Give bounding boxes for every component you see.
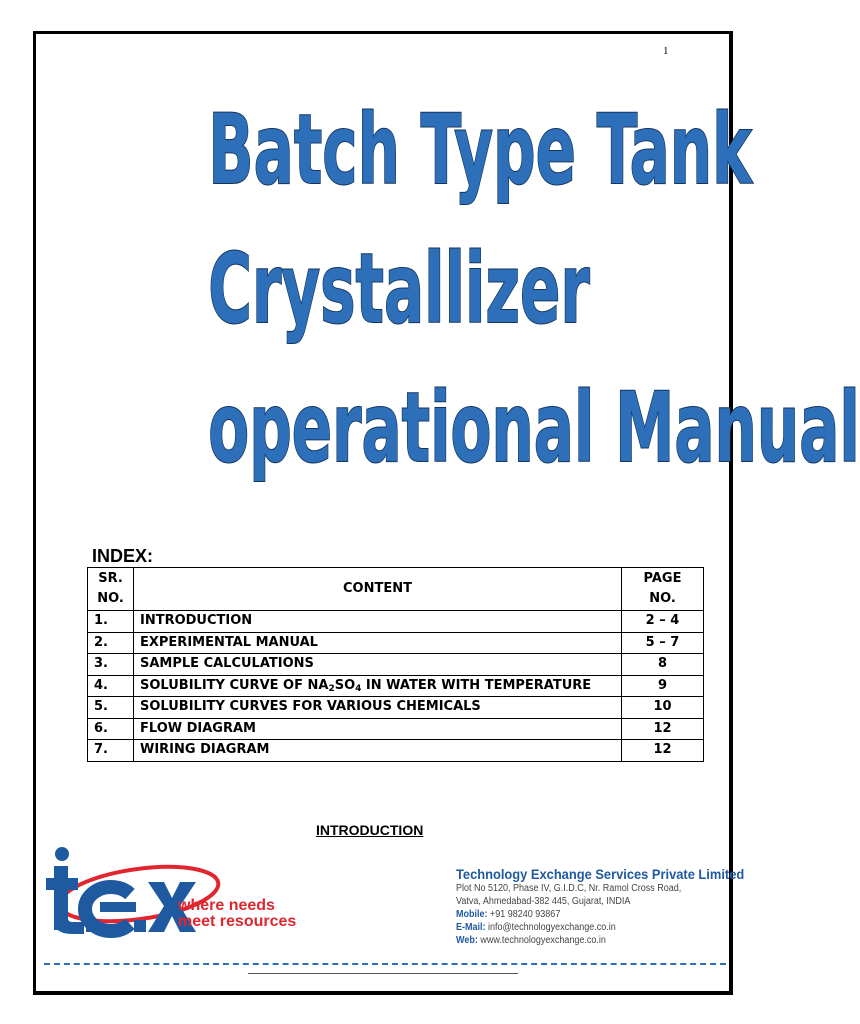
header-page-no: PAGE NO.	[622, 568, 704, 611]
subscript: 4	[355, 683, 362, 694]
row-sr: 3.	[88, 654, 134, 676]
row-content: SAMPLE CALCULATIONS	[134, 654, 622, 676]
row-page: 12	[622, 718, 704, 740]
logo-tagline	[178, 898, 296, 930]
row-page: 10	[622, 697, 704, 719]
tagline-line-2: meet resources	[178, 913, 297, 930]
email-value: info@technologyexchange.co.in	[485, 922, 616, 933]
row-content: FLOW DIAGRAM	[134, 718, 622, 740]
introduction-heading: INTRODUCTION	[316, 822, 424, 838]
table-row	[88, 718, 704, 740]
table-row	[88, 632, 704, 654]
row-content	[134, 675, 622, 697]
row-content: WIRING DIAGRAM	[134, 740, 622, 762]
row-sr: 5.	[88, 697, 134, 719]
mobile-label: Mobile:	[456, 909, 488, 920]
row-page: 9	[622, 675, 704, 697]
row-sr: 6.	[88, 718, 134, 740]
table-row	[88, 654, 704, 676]
company-address-1: Plot No 5120, Phase IV, G.I.D.C, Nr. Ramol Cross Road,	[456, 883, 682, 894]
row-sr: 1.	[88, 611, 134, 633]
company-email	[456, 921, 704, 934]
row-sr: 2.	[88, 632, 134, 654]
company-mobile	[456, 908, 704, 921]
row-content: EXPERIMENTAL MANUAL	[134, 632, 622, 654]
index-heading: INDEX:	[92, 546, 154, 566]
header-content: CONTENT	[134, 568, 622, 611]
table-row	[88, 675, 704, 697]
row-page: 12	[622, 740, 704, 762]
tex-logo	[44, 842, 344, 942]
table-row	[88, 611, 704, 633]
title-line-3: operational Manual	[208, 372, 860, 484]
row-content: INTRODUCTION	[134, 611, 622, 633]
row-sr: 4.	[88, 675, 134, 697]
table-header-row	[88, 568, 704, 611]
content-part: IN WATER WITH TEMPERATURE	[361, 677, 592, 693]
web-label: Web:	[456, 935, 478, 946]
mobile-value: +91 98240 93867	[487, 909, 561, 920]
tagline-line-1: where needs	[178, 897, 275, 914]
document-title	[100, 80, 860, 498]
content-part: SOLUBILITY CURVE OF NA	[140, 677, 329, 693]
row-page: 2 – 4	[622, 611, 704, 633]
row-page: 8	[622, 654, 704, 676]
header-sr-no: SR. NO.	[88, 568, 134, 611]
title-line-1: Batch Type Tank	[208, 94, 752, 206]
row-page: 5 – 7	[622, 632, 704, 654]
row-content: SOLUBILITY CURVES FOR VARIOUS CHEMICALS	[134, 697, 622, 719]
subscript: 2	[328, 683, 335, 694]
row-sr: 7.	[88, 740, 134, 762]
footer-rule	[248, 973, 518, 974]
web-value: www.technologyexchange.co.in	[477, 935, 606, 946]
title-line-2: Crystallizer	[208, 233, 590, 345]
footer-dotted-divider	[44, 963, 726, 965]
company-contact-block	[456, 866, 745, 947]
table-row	[88, 697, 704, 719]
company-address-2: Vatva, Ahmedabad-382 445, Gujarat, INDIA	[456, 896, 631, 907]
company-web	[456, 934, 704, 947]
company-name: Technology Exchange Services Private Limited	[456, 866, 745, 882]
email-label: E-Mail:	[456, 922, 486, 933]
index-table	[87, 567, 704, 762]
table-row	[88, 740, 704, 762]
page-number: 1	[663, 45, 669, 57]
content-part: SO	[334, 677, 356, 693]
